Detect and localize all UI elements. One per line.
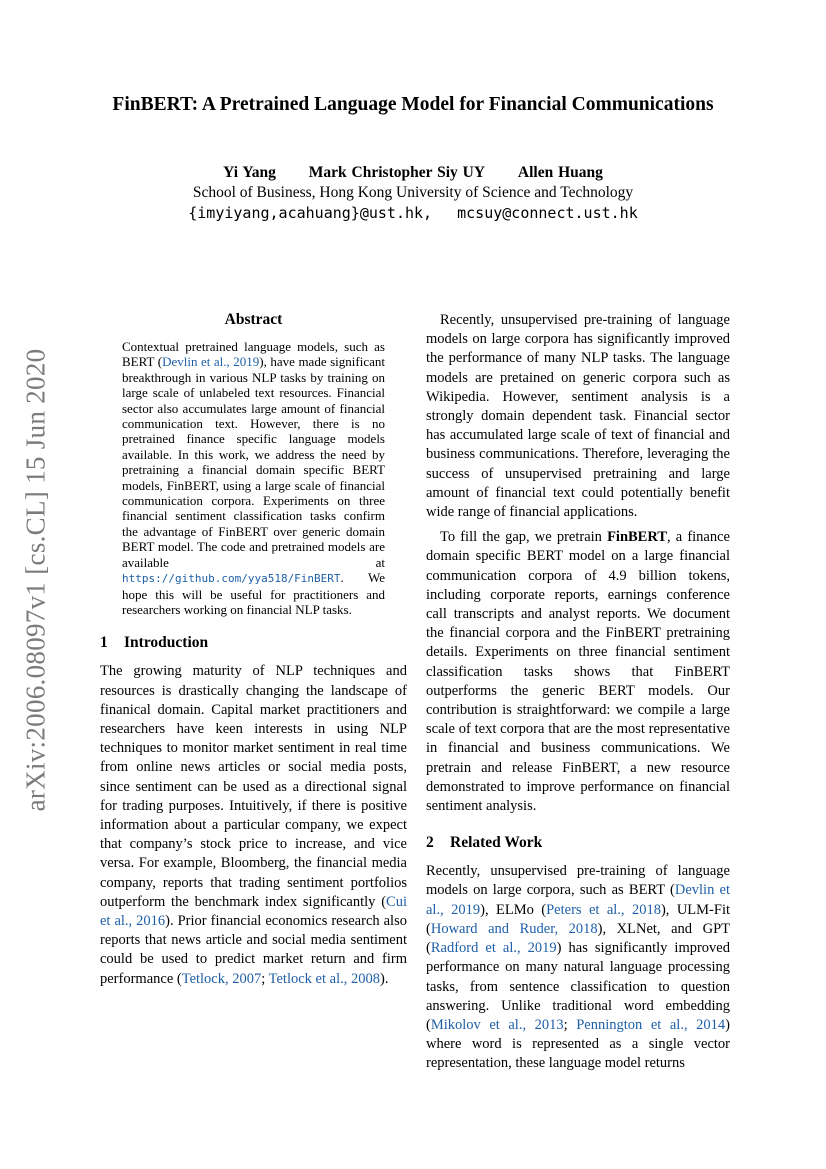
section-title: Introduction: [124, 634, 209, 652]
code-url-link[interactable]: https://github.com/yya518/FinBERT: [122, 572, 341, 586]
intro-paragraph: To fill the gap, we pretrain FinBERT, a finance domain specific BERT model on a large financial communication corpora of 4.9 billion tokens, including corporate reports, earnings conference call transcripts and analyst reports. We document the financial corpora and the FinBERT pretraining details. Experiments on three financial sentiment classification tasks shows that FinBERT outperforms the generic BERT models. Our contribution is straightforward: we compile a large scale of text corpora that are the most representative in financial and business communications. We pretrain and release FinBERT, a new resource demonstrated to improve performance on financial sentiment analysis.: [426, 529, 730, 815]
intro-paragraph: Recently, unsupervised pre-training of language models on large corpora has significantly improved the performance of many NLP tasks. The language models are pretained on generic corpora such as Wikipedia. However, sentiment analysis is a strongly domain dependent task. Financial sector has accumulated large scale of text of financial and business communications. Therefore, leveraging the success of unsupervised pretraining and large amount of financial text could potentially benefit wide range of financial applications.: [426, 312, 730, 521]
section-title: Related Work: [450, 834, 543, 852]
model-name: FinBERT: [607, 529, 667, 546]
left-column: [100, 311, 407, 989]
arxiv-identifier: [16, 340, 56, 820]
affiliation: School of Business, Hong Kong University of Science and Technology: [192, 184, 634, 201]
abstract-text: Contextual pretrained language models, such as BERT (Devlin et al., 2019), have made significant breakthrough in various NLP tasks by training on large scale of unlabeled text resources. Financial sector also accumulates large amount of financial communication text. However, there is no pretrained finance specific language models available. In this work, we address the need by pretraining a financial domain specific BERT models, FinBERT, using a large scale of financial communication corpora. Experiments on three financial sentiment classification tasks confirm the advantage of FinBERT over generic domain BERT model. The code and pretrained models are available at https://github.com/yya518/FinBERT. We hope this will be useful for practitioners and researchers working on financial NLP tasks.: [122, 339, 385, 617]
citation-link[interactable]: Devlin et al., 2019: [162, 354, 260, 370]
email: mcsuy@connect.ust.hk: [457, 204, 638, 222]
author-name: Mark Christopher Siy UY: [308, 164, 486, 181]
citation-link[interactable]: Radford et al., 2019: [430, 940, 557, 957]
email: {imyiyang,acahuang}@ust.hk,: [188, 204, 433, 222]
email-list: [60, 204, 766, 222]
section-heading-introduction: [100, 634, 407, 652]
citation-link[interactable]: Peters et al., 2018: [546, 901, 661, 918]
citation-link[interactable]: Pennington et al., 2014: [576, 1016, 726, 1033]
related-work-paragraph: Recently, unsupervised pre-training of language models on large corpora, such as BERT (Devlin et al., 2019), ELMo (Peters et al., 2018), ULM-Fit (Howard and Ruder, 2018), XLNet, and GPT (Radford et al., 2019) has significantly improved performance on many natural language processing tasks, from sentence classification to question answering. Unlike traditional word embedding (Mikolov et al., 2013; Pennington et al., 2014) where word is represented as a single vector representation, these language model returns: [426, 863, 731, 1072]
section-number: 1: [100, 634, 108, 652]
intro-paragraph: The growing maturity of NLP techniques and resources is drastically changing the landscape of finanical domain. Capital market practitioners and researchers have keen interests in using NLP techniques to monitor market sentiment in real time from online news articles or social media posts, since sentiment can be used as a directional signal for trading purposes. Intuitively, if there is positive information about a particular company, we expect that company’s stock price to increase, and vice versa. For example, Bloomberg, the financial media company, reports that trading sentiment portfolios outperform the benchmark index significantly (Cui et al., 2016). Prior financial economics research also reports that news article and social media sentiment could be used to predict market return and firm performance (Tetlock, 2007; Tetlock et al., 2008).: [100, 663, 407, 987]
author-list: [60, 164, 766, 182]
citation-link[interactable]: Devlin et al., 2019: [426, 882, 730, 918]
section-number: 2: [426, 834, 434, 852]
paper-title: FinBERT: A Pretrained Language Model for Financial Communications: [112, 94, 714, 115]
author-name: Allen Huang: [517, 164, 603, 181]
right-column: [426, 311, 730, 1074]
citation-link[interactable]: Tetlock et al., 2008: [268, 970, 380, 987]
citation-link[interactable]: Mikolov et al., 2013: [430, 1016, 564, 1033]
section-heading-related-work: [426, 834, 730, 852]
abstract-heading: Abstract: [224, 311, 283, 328]
arxiv-identifier-text: arXiv:2006.08097v1 [cs.CL] 15 Jun 2020: [20, 348, 51, 812]
citation-link[interactable]: Howard and Ruder, 2018: [430, 920, 598, 937]
citation-link[interactable]: Cui et al., 2016: [100, 893, 407, 929]
citation-link[interactable]: Tetlock, 2007: [181, 970, 262, 987]
author-name: Yi Yang: [223, 164, 276, 181]
